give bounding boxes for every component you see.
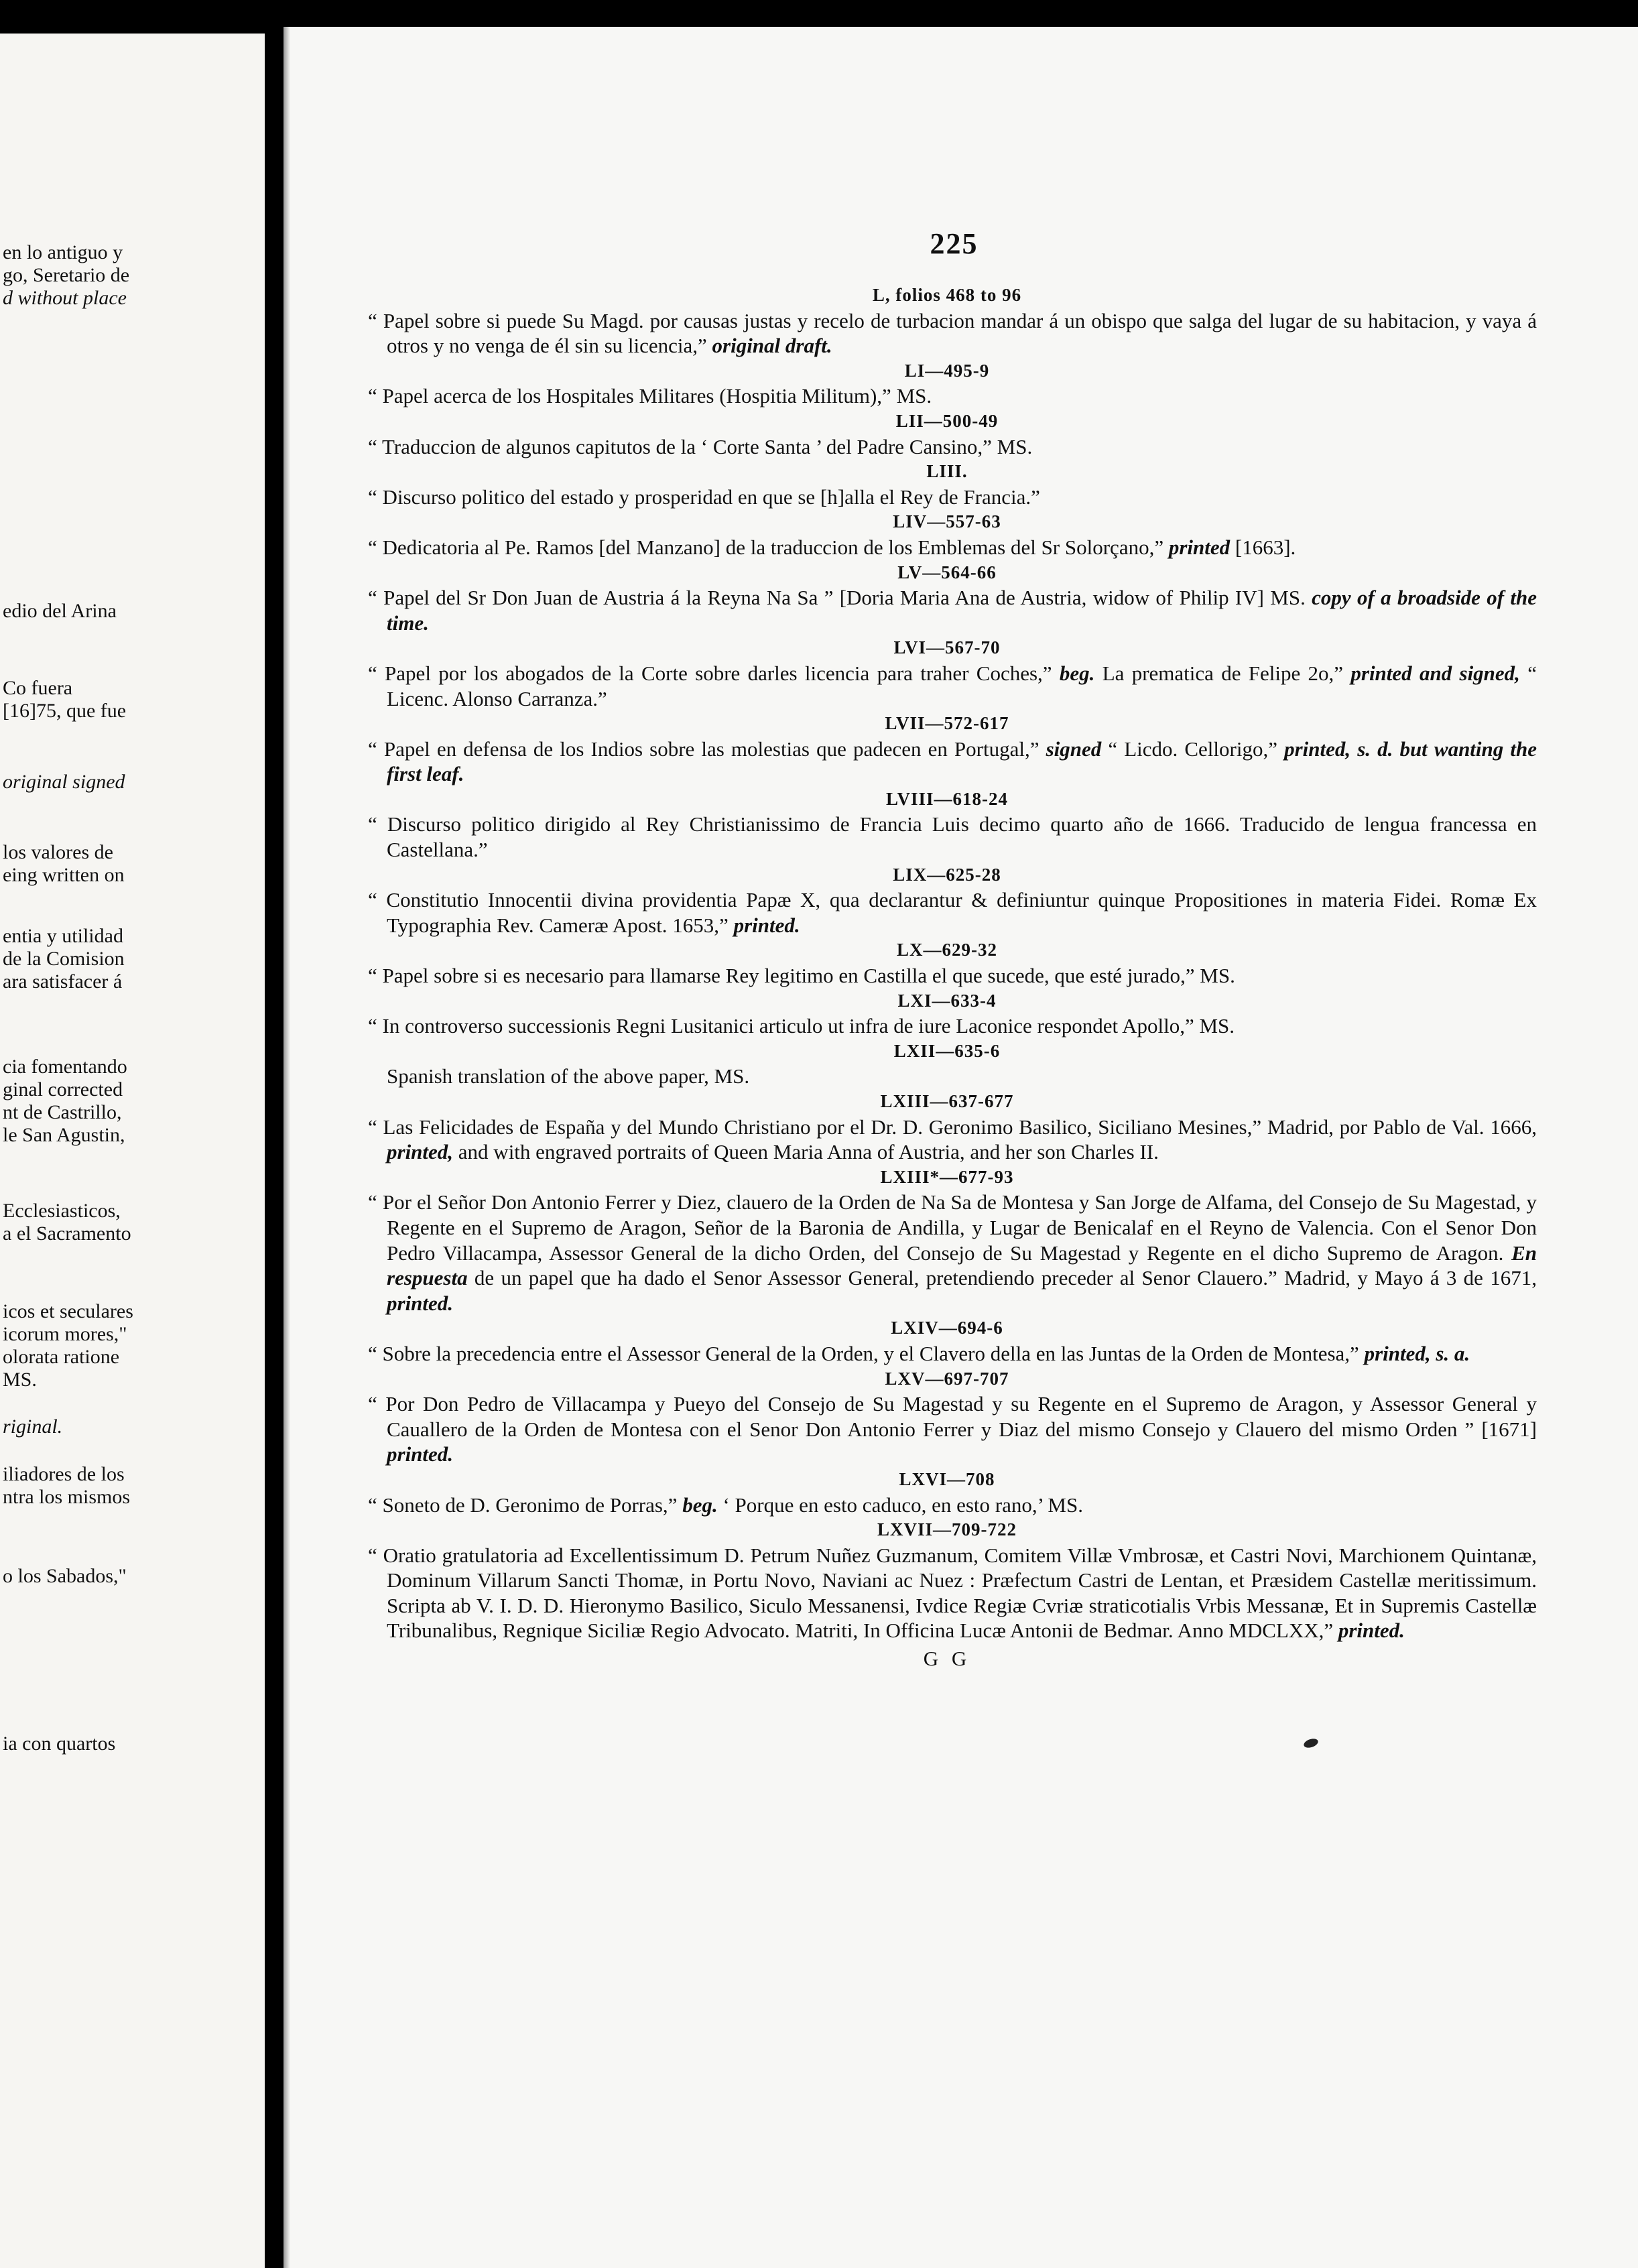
entry-text: “ Constitutio Innocentii divina providentia Papæ X, qua declarantur & definiuntur quinque Propositiones in materia Fidei. Romæ Ex Typographia Rev. Cameræ Apost. 1653,” printed.: [368, 888, 1537, 937]
left-page-line: cia fomentando: [3, 1056, 127, 1078]
entry-heading: LIV—557-63: [893, 511, 1001, 532]
entry-heading: LXII—635-6: [893, 1040, 1001, 1061]
entry-text: “ Soneto de D. Geronimo de Porras,” beg. ‘ Porque en esto caduco, en esto rano,’ MS.: [368, 1493, 1083, 1517]
entry-italic: copy of a broadside of the time.: [387, 586, 1537, 635]
entry-italic: printed: [1168, 535, 1231, 559]
entry-heading: LVI—567-70: [893, 637, 1001, 658]
left-page-line: los valores de: [3, 841, 113, 863]
catalogue-entries: [357, 283, 1537, 1672]
entry-text: “ Papel sobre si es necesario para llamarse Rey legitimo en Castilla el que sucede, que esté jurado,” MS.: [368, 964, 1235, 988]
left-page-line: a el Sacramento: [3, 1222, 131, 1245]
left-page-line: le San Agustin,: [3, 1124, 125, 1146]
left-page-fragment: [0, 34, 265, 2268]
entry-heading: LXVI—708: [899, 1468, 995, 1489]
entry-heading: LXIV—694-6: [891, 1318, 1003, 1338]
left-page-line: icorum mores,": [3, 1323, 127, 1345]
entry-text: “ Papel sobre si puede Su Magd. por causas justas y recelo de turbacion mandar á un obispo que salga del lugar de su habitacion, y vaya á otros y no venga de él sin su licencia,” original draft.: [368, 308, 1537, 358]
left-page-line: ia con quartos: [3, 1732, 116, 1755]
entry-italic: beg.: [682, 1493, 718, 1517]
entry-italic: printed.: [1338, 1619, 1405, 1643]
left-page-line: en lo antiguo y: [3, 241, 123, 263]
left-page-line: [16]75, que fue: [3, 700, 127, 722]
left-page-line: olorata ratione: [3, 1346, 120, 1368]
entry-italic: printed.: [387, 1442, 454, 1466]
entry-text: “ Por Don Pedro de Villacampa y Pueyo del Consejo de Su Magestad y su Regente en el Supremo de Aragon, y Assessor General y Cauallero de la Orden de Montesa con el Senor Don Antonio Ferrer y Diaz del mismo Consejo y Clauero del mismo Orden ” [1671] printed.: [368, 1392, 1537, 1466]
left-page-line: original signed: [3, 771, 125, 793]
left-page-line: ara satisfacer á: [3, 970, 123, 993]
page-number: 225: [930, 227, 979, 260]
entry-heading: LVII—572-617: [885, 713, 1009, 734]
entry-italic: signed: [1046, 737, 1102, 761]
entry-italic: printed, s. a.: [1364, 1341, 1470, 1365]
entry-italic: printed, s. d. but wanting the first leaf.: [387, 737, 1537, 786]
left-page-line: ntra los mismos: [3, 1486, 131, 1508]
entry-heading: LX—629-32: [897, 940, 997, 960]
entry-text: “ Discurso politico dirigido al Rey Christianissimo de Francia Luis decimo quarto año de 1666. Traducido de lengua francessa en Castellana.”: [368, 812, 1537, 862]
entry-heading: LIX—625-28: [893, 864, 1001, 885]
left-page-line: de la Comision: [3, 948, 125, 970]
entry-text: “ Dedicatoria al Pe. Ramos [del Manzano] de la traduccion de los Emblemas del Sr Solorçano,” printed [1663].: [368, 535, 1296, 559]
entry-heading: L, folios 468 to 96: [872, 285, 1022, 305]
left-page-line: edio del Arina: [3, 600, 117, 622]
entry-text: Spanish translation of the above paper, MS.: [387, 1064, 750, 1088]
left-page-line: o los Sabados,": [3, 1565, 127, 1587]
left-page-line: riginal.: [3, 1415, 63, 1438]
left-page-line: go, Seretario de: [3, 264, 130, 286]
entry-heading: LXIII*—677-93: [880, 1166, 1014, 1187]
left-page-line: iliadores de los: [3, 1463, 125, 1485]
entry-text: “ Oratio gratulatoria ad Excellentissimum D. Petrum Nuñez Guzmanum, Comitem Villæ Vmbrosæ, et Castri Novi, Marchionem Quintanæ, Dominum Villarum Sancti Thomæ, in Portu Novo, Naviani ac Nuez : Præfectum Castri de Lentan, et Præsidem Castellæ meritissimum. Scripta ab V. I. D. D. Hieronymo Basilico, Siculo Messanensi, Ivdice Regiæ Cvriæ straticotialis Vrbis Messanæ, Et in Supremis Castellæ Tribunalibus, Regnique Siciliæ Regio Advocato. Matriti, In Officina Lucæ Antonii de Bedmar. Anno MDCLXX,” printed.: [368, 1543, 1537, 1643]
left-page-line: Co fuera: [3, 677, 73, 699]
left-page-line: ginal corrected: [3, 1078, 123, 1100]
left-page-line: d without place: [3, 287, 127, 309]
entry-heading: LXI—633-4: [897, 990, 997, 1011]
entry-heading: LXV—697-707: [885, 1368, 1009, 1389]
left-page-line: nt de Castrillo,: [3, 1101, 122, 1123]
ink-smudge: [1303, 1737, 1320, 1749]
left-page-line: entia y utilidad: [3, 925, 123, 947]
entry-text: “ Papel del Sr Don Juan de Austria á la Reyna Na Sa ” [Doria Maria Ana de Austria, widow of Philip IV] MS. copy of a broadside of the time.: [368, 586, 1537, 635]
entry-text: “ Traduccion de algunos capitutos de la ‘ Corte Santa ’ del Padre Cansino,” MS.: [368, 434, 1033, 458]
entry-text: “ Las Felicidades de España y del Mundo Christiano por el Dr. D. Geronimo Basilico, Siciliano Mesines,” Madrid, por Pablo de Val. 1666, printed, and with engraved portraits of Queen Maria Anna of Austria, and her son Charles II.: [368, 1115, 1537, 1164]
entry-italic: printed.: [387, 1291, 454, 1315]
entry-text: “ Discurso politico del estado y prosperidad en que se [h]alla el Rey de Francia.”: [368, 485, 1040, 509]
entry-text: “ Papel en defensa de los Indios sobre las molestias que padecen en Portugal,” signed “ Licdo. Cellorigo,” printed, s. d. but wanting the first leaf.: [368, 737, 1537, 786]
right-page: [284, 27, 1638, 2268]
entry-heading: LVIII—618-24: [885, 788, 1009, 809]
entry-italic: original draft.: [712, 334, 832, 358]
entry-italic: printed.: [733, 913, 800, 937]
entry-heading: LV—564-66: [897, 562, 997, 582]
entry-heading: LII—500-49: [895, 410, 999, 431]
book-gutter: [265, 0, 284, 2268]
entry-text: “ In controverso successionis Regni Lusitanici articulo ut infra de iure Laconice respondet Apollo,” MS.: [368, 1014, 1235, 1038]
left-page-line: eing written on: [3, 864, 125, 886]
entry-text: “ Papel acerca de los Hospitales Militares (Hospitia Militum),” MS.: [368, 384, 932, 408]
entry-italic: En respuesta: [387, 1241, 1537, 1290]
entry-heading: LXVII—709-722: [877, 1519, 1017, 1540]
left-page-line: icos et seculares: [3, 1300, 133, 1322]
entry-text: “ Por el Señor Don Antonio Ferrer y Diez, clauero de la Orden de Na Sa de Montesa y San Jorge de Alfama, del Consejo de Su Magestad, y Regente en el Supremo de Aragon, Señor de la Baronia de Andilla, y Lugar de Benicalaf en el Reyno de Valencia. Con el Senor Don Pedro Villacampa, Assessor General de la dicho Orden, del Consejo de Su Magestad y Regente en el dicho Supremo de Aragon. En respuesta de un papel que ha dado el Senor Assessor General, pretendiendo preceder al Senor Clauero.” Madrid, y Mayo á 3 de 1671, printed.: [368, 1190, 1537, 1315]
left-page-line: MS.: [3, 1369, 37, 1391]
entry-italic: printed and signed,: [1350, 661, 1520, 685]
entry-text: “ Papel por los abogados de la Corte sobre darles licencia para traher Coches,” beg. La prematica de Felipe 2o,” printed and signed, “ Licenc. Alonso Carranza.”: [368, 661, 1537, 710]
signature-mark: G G: [923, 1647, 971, 1671]
entry-italic: beg.: [1059, 661, 1095, 685]
entry-text: “ Sobre la precedencia entre el Assessor General de la Orden, y el Clavero della en las Juntas de la Orden de Montesa,” printed, s. a.: [368, 1341, 1470, 1365]
entry-heading: LXIII—637-677: [880, 1091, 1014, 1111]
entry-italic: printed,: [387, 1140, 454, 1164]
left-page-line: Ecclesiasticos,: [3, 1200, 121, 1222]
entry-heading: LIII.: [926, 461, 968, 482]
page-edge-shadow: [284, 27, 290, 2268]
entry-heading: LI—495-9: [904, 360, 990, 381]
